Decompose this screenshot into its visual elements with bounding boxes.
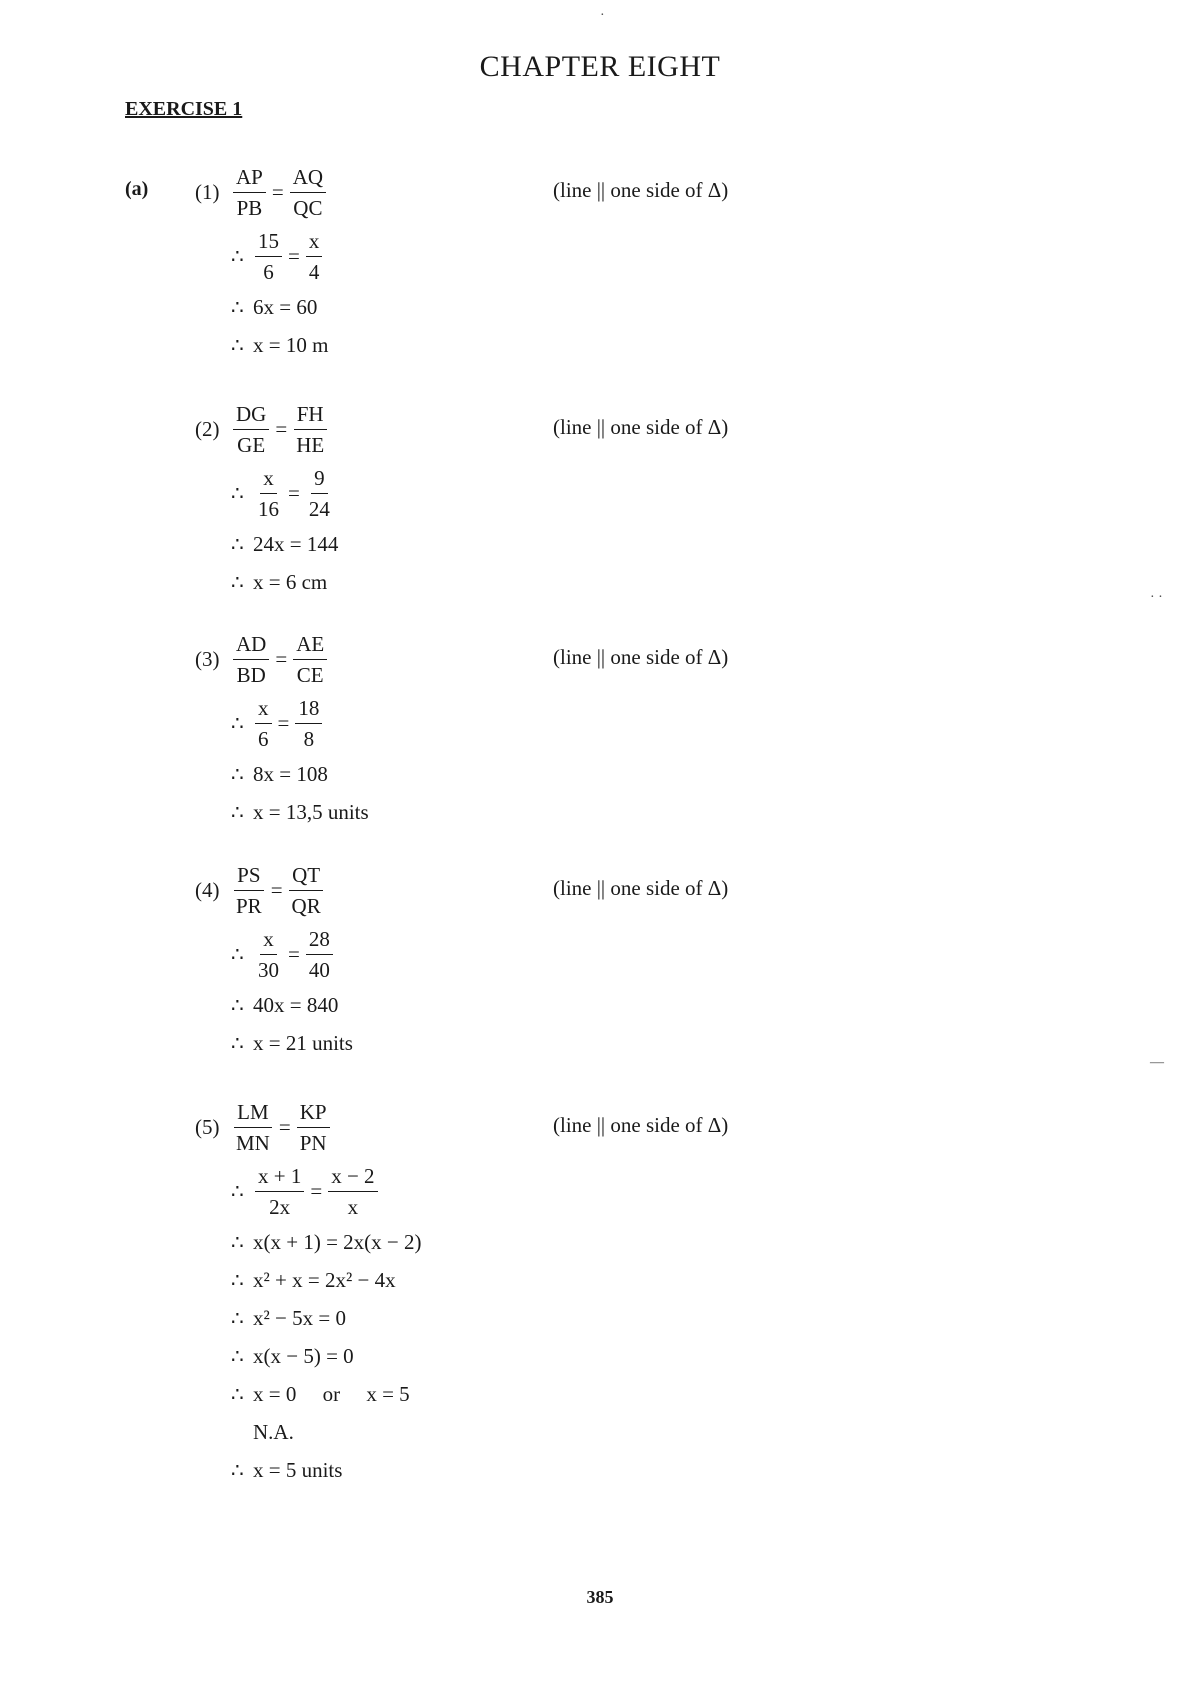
working-line: ∴ 6x = 60 — [231, 294, 318, 319]
fraction: $\frac{QT}{QR}$ — [289, 862, 324, 919]
problem-number: (5) — [195, 1114, 220, 1139]
working-line: ∴ 40x = 840 — [231, 992, 339, 1017]
fraction: $\frac{x}{16}$ — [258, 465, 279, 521]
problem-1 — [195, 160, 895, 364]
fraction: $\frac{15}{6}$ — [255, 228, 282, 285]
answer-line: ∴ x = 10 m — [231, 332, 329, 357]
fraction: $\frac{28}{40}$ — [306, 926, 333, 983]
section-label: (a) — [125, 178, 149, 200]
working-line: ∴ x² − 5x = 0 — [231, 1305, 346, 1330]
fraction: $\frac{FH}{HE}$ — [293, 401, 327, 458]
scan-speck: · · — [1150, 590, 1163, 605]
fraction: $\frac{9}{24}$ — [308, 465, 330, 521]
problem-4 — [195, 858, 895, 1062]
problem-3 — [195, 627, 895, 831]
working-line: ∴ x(x + 1) = 2x(x − 2) — [231, 1229, 422, 1254]
problem-reason: (line || one side of Δ) — [553, 415, 729, 439]
fraction: $\frac{KP}{PN}$ — [297, 1099, 330, 1156]
problem-number: (4) — [195, 877, 220, 902]
working-line: ∴ x(x − 5) = 0 — [231, 1343, 354, 1368]
exercise-heading: EXERCISE 1 — [125, 98, 243, 120]
problem-reason: (line || one side of Δ) — [553, 1113, 729, 1137]
fraction: $\frac{x + 1}{2x}$ — [255, 1163, 304, 1220]
not-applicable-note: N.A. — [253, 1419, 294, 1444]
fraction: $\frac{AE}{CE}$ — [293, 631, 327, 688]
working-line: ∴ 24x = 144 — [231, 531, 339, 556]
problem-reason: (line || one side of Δ) — [553, 645, 729, 669]
ratio-line: (4) $\frac{PS}{PR}$ = $\frac{QT}{QR}$ — [195, 858, 895, 922]
ratio-line: (1) $\frac{AP}{PB}$ = $\frac{AQ}{QC}$ — [195, 160, 895, 224]
working-line: ∴ 8x = 108 — [231, 761, 328, 786]
fraction: $\frac{x - 2}{x}$ — [328, 1163, 377, 1220]
fraction: $\frac{AP}{PB}$ — [233, 164, 266, 221]
page-number: 385 — [586, 1587, 614, 1607]
substitution-line: ∴ $\frac{x + 1}{2x}$ = $\frac{x - 2}{x}$ — [195, 1159, 895, 1223]
fraction: $\frac{AQ}{QC}$ — [290, 164, 326, 221]
fraction: $\frac{x}{6}$ — [255, 695, 272, 752]
fraction: $\frac{PS}{PR}$ — [236, 862, 262, 918]
problem-number: (2) — [195, 416, 220, 441]
substitution-line: ∴ $\frac{x}{6}$ = $\frac{18}{8}$ — [195, 691, 895, 755]
substitution-line: ∴ $\frac{x}{16}$ = $\frac{9}{24}$ — [195, 461, 895, 525]
working-line: ∴ x = 0 or x = 5 — [231, 1381, 410, 1406]
scan-speck: — — [1150, 1055, 1164, 1070]
substitution-line: ∴ $\frac{15}{6}$ = $\frac{x}{4}$ — [195, 224, 895, 288]
scan-speck: · — [600, 8, 605, 23]
fraction: $\frac{18}{8}$ — [295, 695, 322, 752]
fraction: $\frac{AD}{BD}$ — [233, 631, 269, 688]
answer-line: ∴ x = 21 units — [231, 1030, 353, 1055]
problem-reason: (line || one side of Δ) — [553, 876, 729, 900]
answer-line: ∴ x = 6 cm — [231, 569, 328, 594]
answer-line: ∴ x = 13,5 units — [231, 799, 369, 824]
working-line: ∴ x² + x = 2x² − 4x — [231, 1267, 396, 1292]
chapter-title: CHAPTER EIGHT — [479, 50, 721, 83]
substitution-line: ∴ $\frac{x}{30}$ = $\frac{28}{40}$ — [195, 922, 895, 986]
fraction: $\frac{x}{4}$ — [306, 228, 323, 285]
ratio-line: (3) $\frac{AD}{BD}$ = $\frac{AE}{CE}$ — [195, 627, 895, 691]
problem-number: (1) — [195, 179, 220, 204]
fraction: $\frac{LM}{MN}$ — [236, 1099, 270, 1155]
ratio-line: (2) $\frac{DG}{GE}$ = $\frac{FH}{HE}$ — [195, 397, 895, 461]
problem-2 — [195, 397, 895, 601]
ratio-line: (5) $\frac{LM}{MN}$ = $\frac{KP}{PN}$ — [195, 1095, 895, 1159]
problem-5 — [195, 1095, 895, 1489]
fraction: $\frac{x}{30}$ — [258, 926, 279, 982]
answer-line: ∴ x = 5 units — [231, 1457, 343, 1482]
problem-reason: (line || one side of Δ) — [553, 178, 729, 202]
fraction: $\frac{DG}{GE}$ — [233, 401, 269, 458]
problem-number: (3) — [195, 646, 220, 671]
